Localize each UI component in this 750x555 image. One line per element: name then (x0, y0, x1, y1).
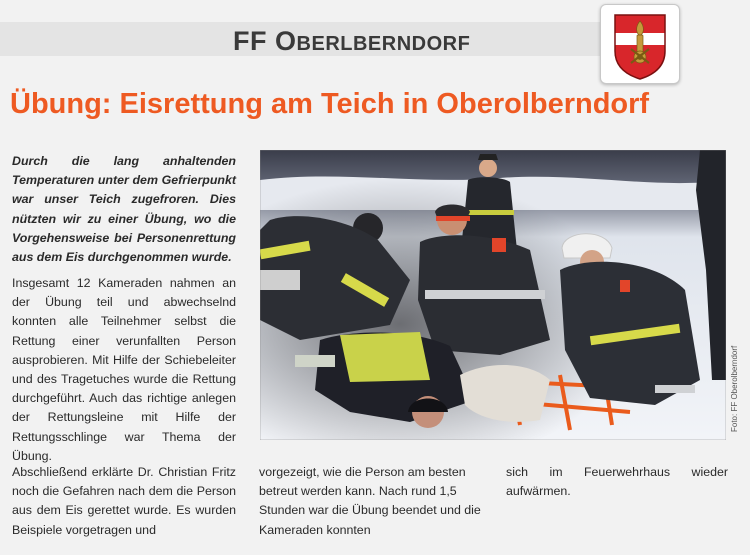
article-intro: Durch die lang anhaltenden Temperaturen unter dem Gefrierpunkt war unser Teich zugefroren. Dies nützten wir zu einer Übung, wo die Vorgehensweise bei Personenrettung aus dem Eis durchgenommen wurde. (12, 154, 236, 265)
photo-credit: Foto: FF Oberolberndorf (730, 345, 739, 432)
article-headline: Übung: Eisrettung am Teich in Oberolberndorf (10, 88, 650, 120)
article-column-1-tail: Abschließend erklärte Dr. Christian Fritz noch die Gefahren nach dem die Person aus dem Eis gerettet wurde. Es wurden Beispiele vorgetragen und (12, 465, 236, 537)
section-title: FF OBERLBERNDORF (233, 26, 471, 56)
article-column-2: vorgezeigt, wie die Person am besten betreut werden kann. Nach rund 1,5 Stunden war die Übung beendet und die Kameraden konnten (259, 465, 481, 537)
article-paragraph: Insgesamt 12 Kameraden nahmen an der Übung teil und abwechselnd konnten alle Teilnehmer selbst die Rettung einer verunfallten Person ausprobieren. Mit Hilfe der Schiebeleiter und des Tragetuches wurde die Rettung durchgeführt. Auch das richtige anlegen der Rettungsleine mit Hilfe der Rettungsschlinge war Thema der Übung. (12, 276, 236, 463)
article-column-3: sich im Feuerwehrhaus wieder aufwärmen. (506, 465, 728, 499)
fire-brigade-crest-icon (600, 4, 680, 84)
ice-rescue-photo (260, 150, 726, 440)
